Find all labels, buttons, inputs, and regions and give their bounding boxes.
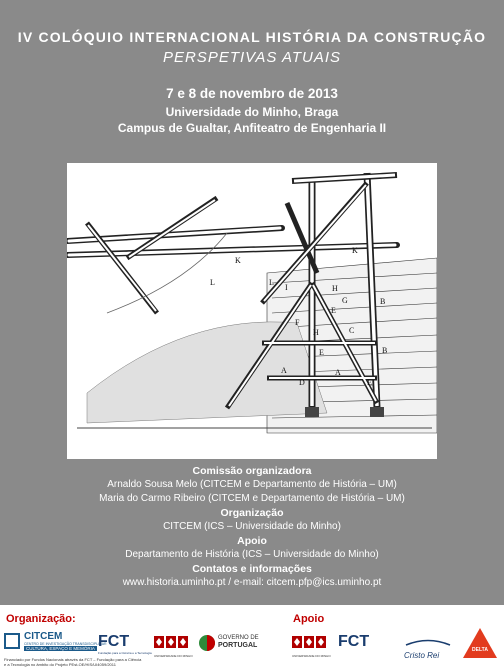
fct-subtitle: Fundação para a Ciência e a Tecnologia	[98, 651, 152, 655]
engraving-label: L	[210, 278, 215, 287]
engraving-label: H	[332, 284, 338, 293]
engraving-label: F	[295, 318, 300, 327]
organization-text: CITCEM (ICS – Universidade do Minho)	[163, 521, 341, 532]
fct-name-support: FCT	[338, 633, 370, 650]
funding-note: Financiado por Fundos Nacionais através da FCT – Fundação para a Ciência e a Tecnologia no âmbito do Projeto PEst-OE/HIS/UI4059/2011	[4, 657, 142, 667]
organization-label: Organização:	[6, 613, 76, 625]
committee-member-2: Maria do Carmo Ribeiro (CITCEM e Departamento de História – UM)	[99, 493, 405, 504]
engraving-label: B	[382, 346, 388, 355]
engraving-label: G	[342, 296, 348, 305]
governo-line-2: PORTUGAL	[218, 642, 258, 649]
engraving-label: K	[235, 256, 241, 265]
committee-heading: Comissão organizadora	[192, 465, 312, 477]
sponsor-footer	[0, 605, 504, 672]
conference-title: IV COLÓQUIO INTERNACIONAL HISTÓRIA DA CONSTRUÇÃO	[17, 29, 487, 45]
cristo-rei-arc-icon	[404, 638, 452, 646]
engraving-label: B	[380, 297, 386, 306]
engraving-label: I	[285, 283, 288, 292]
engraving-label: E	[367, 378, 372, 387]
engraving-label: H	[313, 328, 319, 337]
venue-university: Universidade do Minho, Braga	[165, 105, 339, 119]
support-text: Departamento de História (ICS – Universidade do Minho)	[125, 549, 379, 560]
uminho-logo-support	[292, 635, 332, 657]
delta-triangle-icon	[462, 627, 498, 659]
engraving-label: A	[281, 366, 287, 375]
contacts-heading: Contatos e informações	[192, 563, 312, 575]
uminho-name: UNIVERSIDADE DO MINHO	[154, 654, 193, 658]
engraving-label: D	[299, 378, 305, 387]
citcem-subtitle-1: CENTRO DE INVESTIGAÇÃO TRANSDISCIPLINAR	[24, 642, 107, 646]
organization-heading: Organização	[220, 507, 284, 519]
event-date: 7 e 8 de novembro de 2013	[166, 86, 338, 101]
citcem-logo	[4, 631, 107, 655]
engraving-illustration	[67, 163, 437, 459]
citcem-subtitle-2: CULTURA, ESPAÇO E MEMÓRIA	[26, 646, 95, 651]
fct-logo-support	[338, 633, 390, 657]
scaffolding-engraving	[67, 163, 437, 459]
delta-logo	[462, 627, 498, 661]
governo-portugal-logo	[198, 633, 264, 657]
engraving-label: K	[352, 246, 358, 255]
support-heading: Apoio	[237, 535, 267, 547]
fct-name: FCT	[98, 633, 130, 650]
engraving-label: E	[319, 348, 324, 357]
citcem-name: CITCEM	[24, 631, 63, 642]
support-label: Apoio	[293, 613, 325, 625]
uminho-emblem-icon	[154, 635, 190, 649]
engraving-label: A	[335, 368, 341, 377]
governo-line-1: GOVERNO DE	[218, 635, 259, 641]
engraving-label: C	[349, 326, 355, 335]
uminho-emblem-icon	[292, 635, 328, 649]
contacts-text[interactable]: www.historia.uminho.pt / e-mail: citcem.pfp@ics.uminho.pt	[122, 577, 382, 588]
engraving-label: E	[331, 306, 336, 315]
cristo-rei-name: Cristo Rei	[404, 651, 440, 660]
uminho-name-support: UNIVERSIDADE DO MINHO	[292, 654, 331, 658]
venue-campus: Campus de Gualtar, Anfiteatro de Engenharia II	[117, 121, 387, 135]
cristo-rei-logo	[404, 633, 454, 660]
citcem-emblem-icon	[4, 633, 20, 649]
portugal-sphere-icon	[198, 633, 216, 653]
fct-logo	[98, 633, 150, 657]
delta-name: DELTA	[472, 647, 488, 653]
info-block	[0, 464, 504, 590]
uminho-logo	[154, 635, 194, 657]
committee-member-1: Arnaldo Sousa Melo (CITCEM e Departamento de História – UM)	[107, 479, 397, 490]
conference-subtitle: PERSPETIVAS ATUAIS	[162, 49, 342, 66]
engraving-label: L	[269, 278, 274, 287]
